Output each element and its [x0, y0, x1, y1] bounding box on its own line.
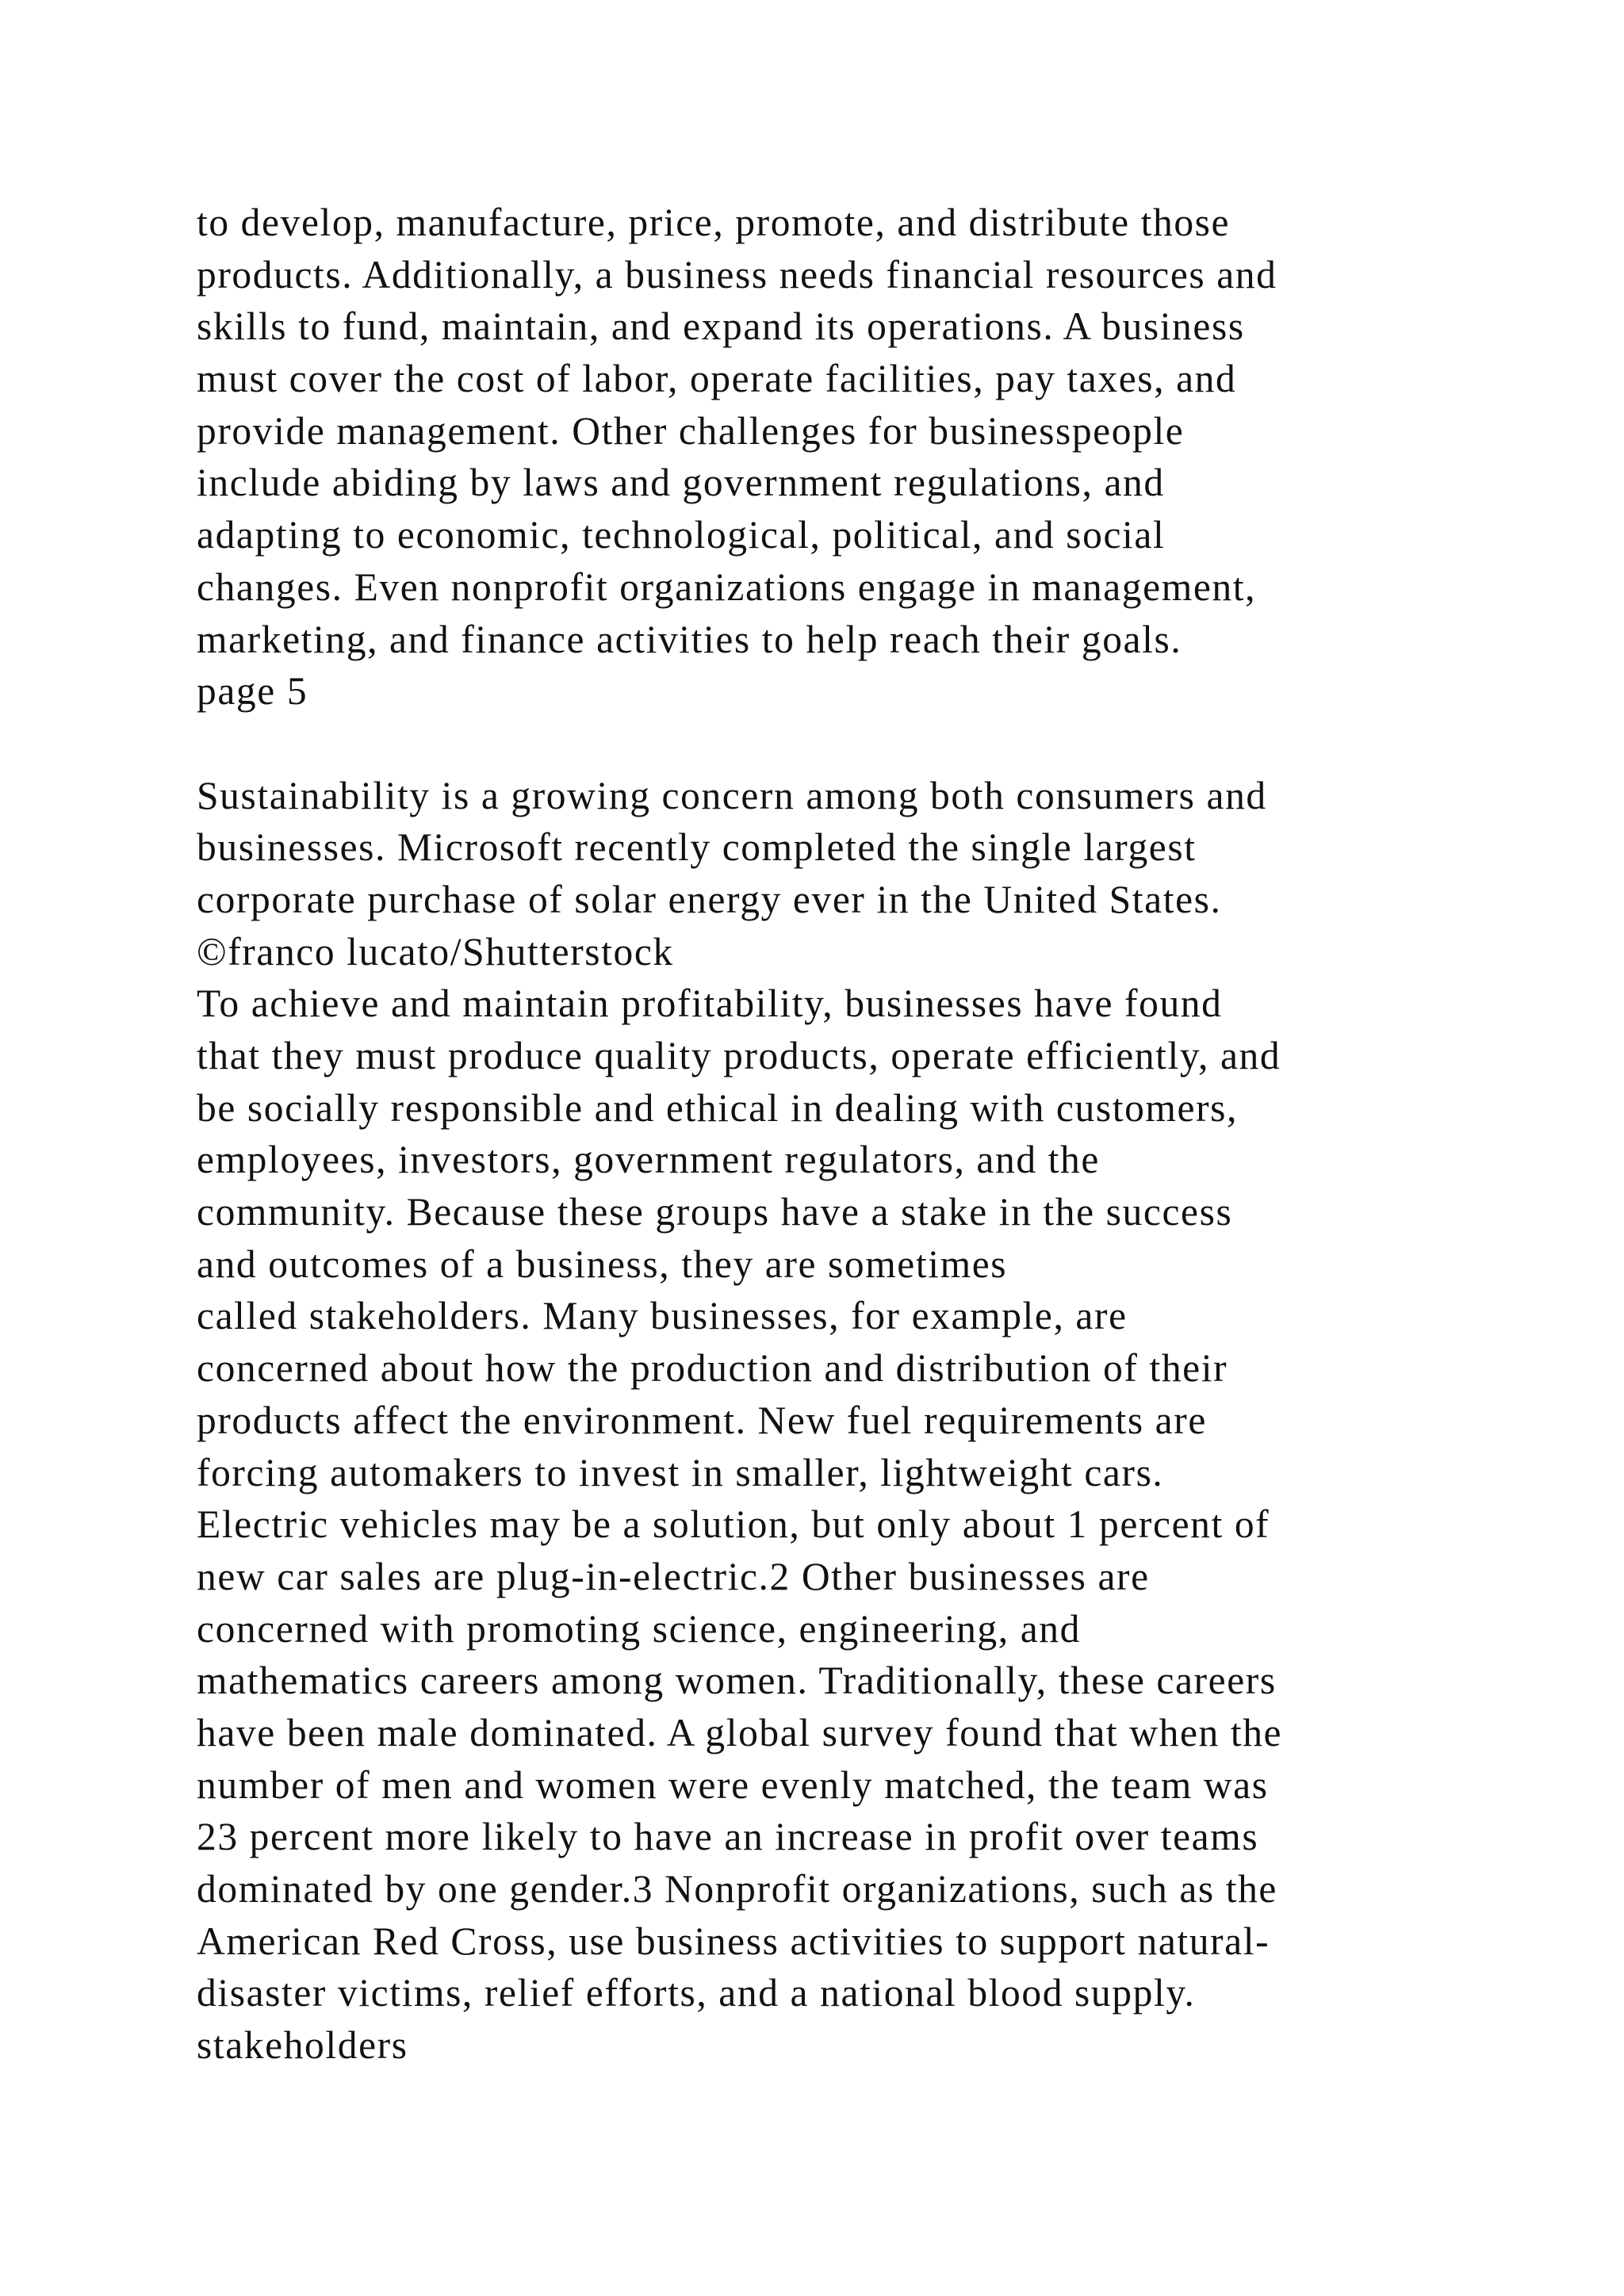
- text-line: changes. Even nonprofit organizations engage in management,: [197, 564, 1257, 609]
- text-line: products affect the environment. New fuel requirements are: [197, 1398, 1207, 1442]
- figure-caption: [197, 770, 1465, 926]
- text-line: community. Because these groups have a stake in the success: [197, 1190, 1233, 1234]
- paragraph-stakeholders: [197, 978, 1465, 2019]
- text-line: include abiding by laws and government regulations, and: [197, 461, 1165, 505]
- text-line: To achieve and maintain profitability, businesses have found: [197, 982, 1223, 1026]
- text-line: Electric vehicles may be a solution, but only about 1 percent of: [197, 1502, 1270, 1547]
- text-line: provide management. Other challenges for businesspeople: [197, 408, 1185, 453]
- text-line: dominated by one gender.3 Nonprofit organizations, such as the: [197, 1867, 1277, 1911]
- blank-line: [197, 718, 1465, 770]
- text-line: forcing automakers to invest in smaller, lightweight cars.: [197, 1450, 1164, 1494]
- text-line: skills to fund, maintain, and expand its operations. A business: [197, 304, 1245, 349]
- text-line: to develop, manufacture, price, promote, and distribute those: [197, 201, 1231, 244]
- text-line: and outcomes of a business, they are sometimes: [197, 1242, 1008, 1286]
- text-line: disaster victims, relief efforts, and a national blood supply.: [197, 1971, 1196, 2015]
- text-line: concerned about how the production and distribution of their: [197, 1346, 1228, 1391]
- paragraph-intro: [197, 197, 1465, 665]
- text-line: mathematics careers among women. Traditionally, these careers: [197, 1659, 1277, 1703]
- text-line: American Red Cross, use business activities to support natural-: [197, 1919, 1270, 1963]
- text-line: adapting to economic, technological, political, and social: [197, 513, 1166, 557]
- text-line: must cover the cost of labor, operate facilities, pay taxes, and: [197, 357, 1237, 401]
- text-line: marketing, and finance activities to help reach their goals.: [197, 617, 1182, 661]
- text-line: concerned with promoting science, engineering, and: [197, 1606, 1082, 1651]
- glossary-term: stakeholders: [197, 2023, 408, 2068]
- text-line: 23 percent more likely to have an increase in profit over teams: [197, 1815, 1259, 1859]
- text-body: [197, 197, 1465, 2072]
- text-line: number of men and women were evenly matched, the team was: [197, 1762, 1269, 1807]
- caption-line: businesses. Microsoft recently completed the single largest: [197, 825, 1197, 870]
- text-line: products. Additionally, a business needs financial resources and: [197, 252, 1277, 297]
- page-marker: page 5: [197, 669, 308, 714]
- text-line: employees, investors, government regulators, and the: [197, 1138, 1100, 1182]
- photo-credit: ©franco lucato/Shutterstock: [197, 929, 674, 974]
- text-line: be socially responsible and ethical in dealing with customers,: [197, 1085, 1239, 1130]
- text-line: that they must produce quality products, operate efficiently, and: [197, 1034, 1281, 1077]
- caption-line: Sustainability is a growing concern among both consumers and: [197, 773, 1267, 817]
- text-line: have been male dominated. A global survey found that when the: [197, 1710, 1283, 1755]
- text-line: new car sales are plug-in-electric.2 Other businesses are: [197, 1554, 1150, 1598]
- text-line: called stakeholders. Many businesses, for example, are: [197, 1294, 1128, 1338]
- caption-line: corporate purchase of solar energy ever in the United States.: [197, 877, 1222, 921]
